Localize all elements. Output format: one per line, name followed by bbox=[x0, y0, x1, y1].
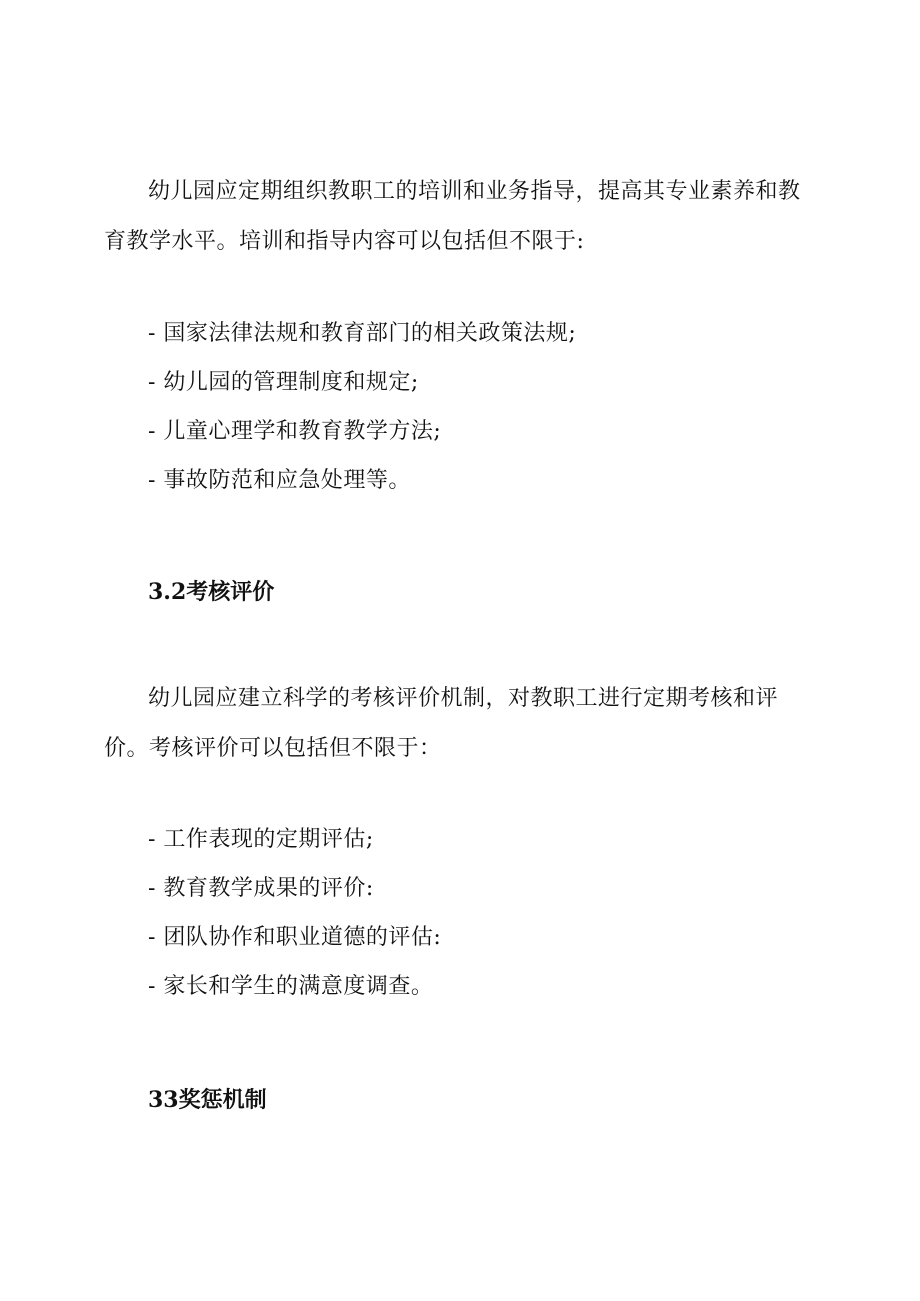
list-item: - 事故防范和应急处理等。 bbox=[148, 468, 411, 493]
list-item: - 儿童心理学和教育教学方法; bbox=[148, 419, 442, 444]
list-item: - 教育教学成果的评价: bbox=[148, 876, 374, 901]
list-item: - 国家法律法规和教育部门的相关政策法规; bbox=[148, 321, 577, 346]
training-paragraph: 幼儿园应定期组织教职工的培训和业务指导，提高其专业素养和教育教学水平。培训和指导内容可以包括但不限于: bbox=[104, 179, 801, 254]
training-content-list bbox=[148, 309, 576, 505]
assessment-paragraph: 幼儿园应建立科学的考核评价机制，对教职工进行定期考核和评价。考核评价可以包括但不限于： bbox=[104, 686, 779, 761]
list-item: - 家长和学生的满意度调查。 bbox=[148, 974, 434, 999]
list-item: - 工作表现的定期评估; bbox=[148, 827, 374, 852]
list-item: - 团队协作和职业道德的评估: bbox=[148, 925, 442, 950]
section-heading-assessment: 3.2考核评价 bbox=[148, 579, 275, 605]
assessment-content-list bbox=[148, 815, 441, 1011]
list-item: - 幼儿园的管理制度和规定; bbox=[148, 370, 419, 395]
section-heading-reward-punishment: 33奖惩机制 bbox=[148, 1087, 267, 1113]
